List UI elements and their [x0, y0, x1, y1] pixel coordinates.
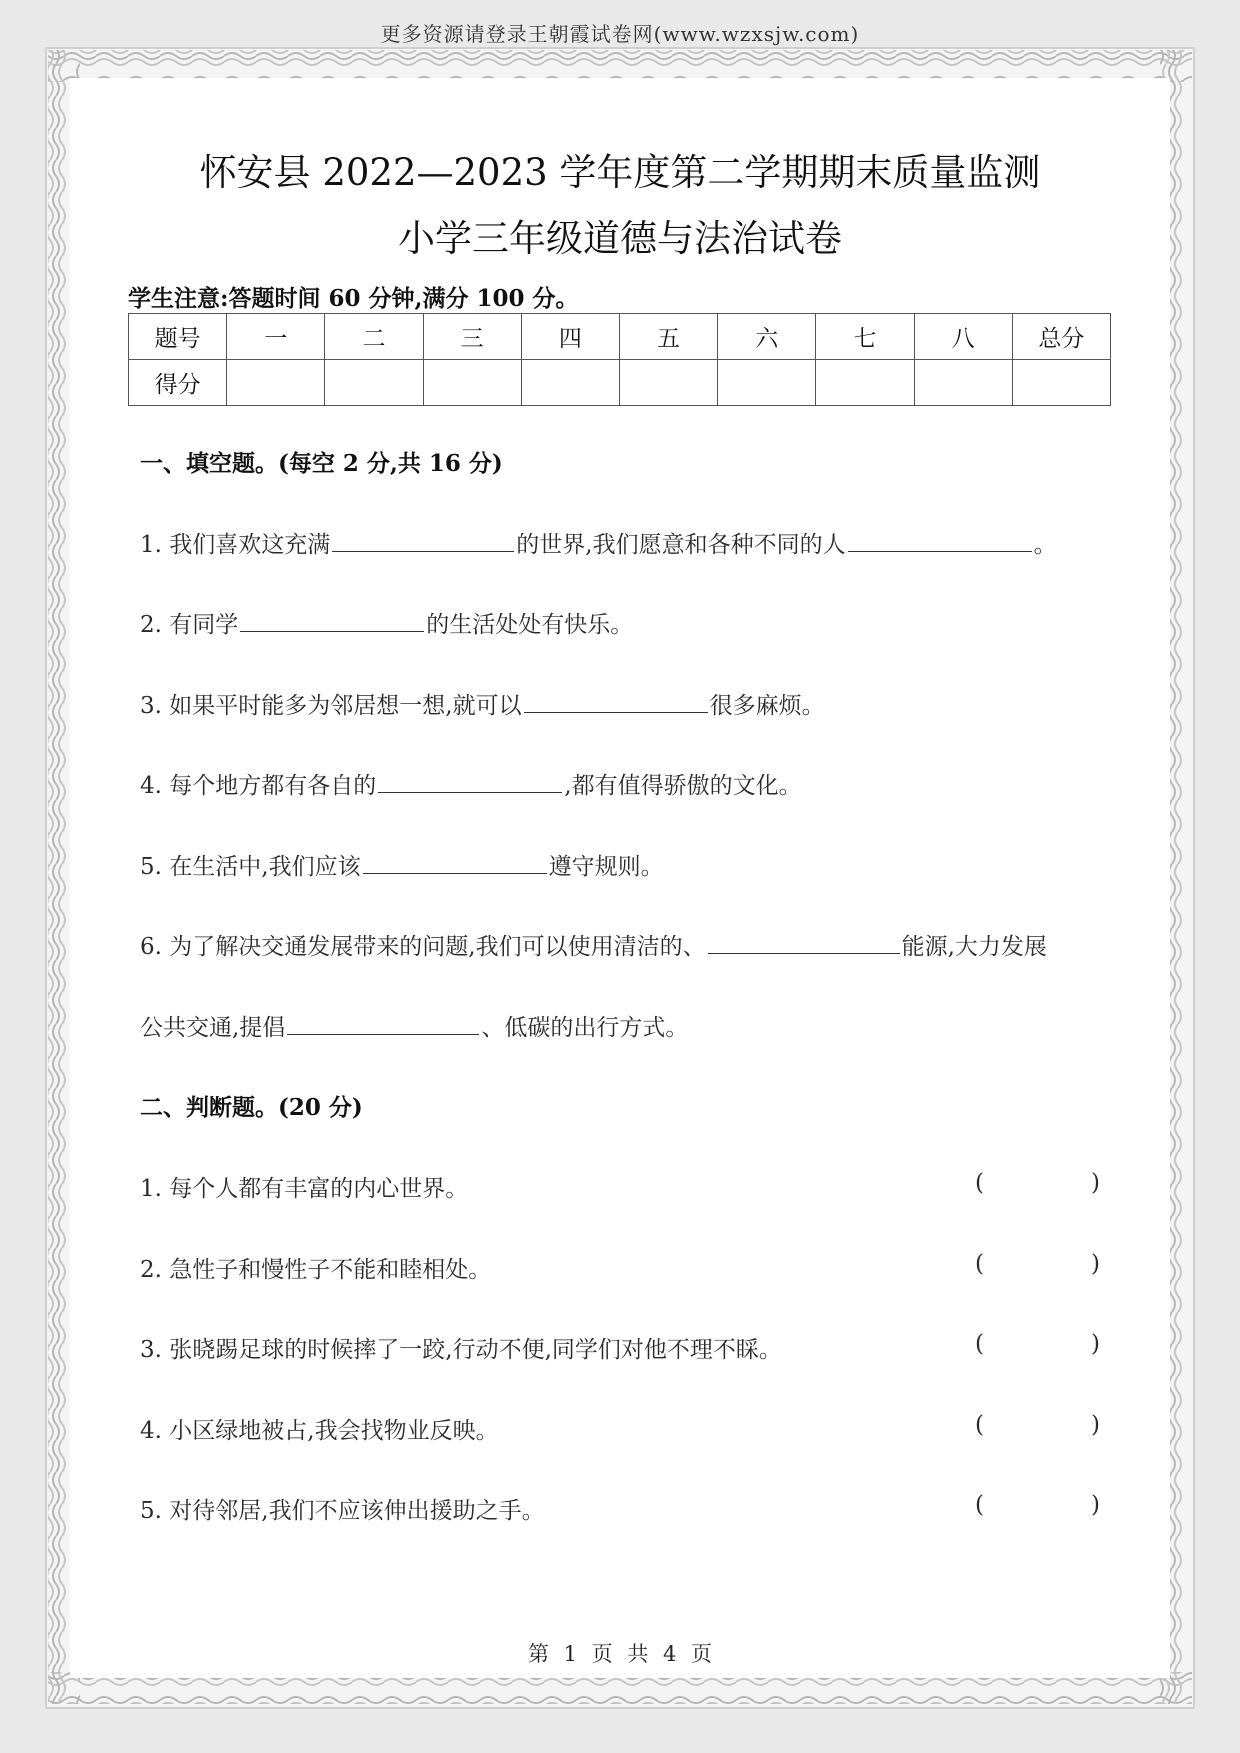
paren-close: ): [1091, 1331, 1100, 1357]
exam-subtitle: 小学三年级道德与法治试卷: [398, 217, 842, 260]
header-cell: 六: [718, 314, 816, 360]
section-heading-true-false: 二、判断题。(20 分): [140, 1094, 363, 1121]
question-text: 3. 如果平时能多为邻居想一想,就可以: [140, 693, 522, 719]
answer-blank[interactable]: [848, 529, 1032, 552]
question-judge-1: 1. 每个人都有丰富的内心世界。: [140, 1176, 469, 1202]
score-table-header-row: [129, 314, 1111, 360]
header-cell: 题号: [129, 314, 227, 360]
question-text: 2. 有同学: [140, 612, 239, 638]
question-fill-6-cont: [140, 1009, 688, 1042]
score-cell[interactable]: [619, 360, 717, 406]
question-fill-1: [140, 526, 1057, 559]
question-text: 的生活处处有快乐。: [426, 612, 634, 638]
score-table-score-row: [129, 360, 1111, 406]
paren-open: (: [975, 1412, 984, 1438]
score-cell[interactable]: [816, 360, 914, 406]
paren-open: (: [975, 1251, 984, 1277]
answer-blank[interactable]: [708, 931, 900, 954]
score-cell[interactable]: [423, 360, 521, 406]
score-cell[interactable]: [1012, 360, 1110, 406]
paren-close: ): [1091, 1170, 1100, 1196]
header-cell: 一: [227, 314, 325, 360]
score-cell[interactable]: [914, 360, 1012, 406]
paren-close: ): [1091, 1251, 1100, 1277]
question-text: 4. 每个地方都有各自的: [140, 773, 377, 799]
section-heading-fill-blank: 一、填空题。(每空 2 分,共 16 分): [140, 450, 503, 477]
score-cell[interactable]: [325, 360, 423, 406]
score-cell[interactable]: [718, 360, 816, 406]
paren-open: (: [975, 1170, 984, 1196]
question-judge-2: 2. 急性子和慢性子不能和睦相处。: [140, 1257, 492, 1283]
header-cell: 三: [423, 314, 521, 360]
question-fill-3: [140, 687, 825, 720]
header-cell: 八: [914, 314, 1012, 360]
answer-blank[interactable]: [287, 1012, 479, 1035]
header-cell: 总分: [1012, 314, 1110, 360]
question-text: 的世界,我们愿意和各种不同的人: [516, 532, 846, 558]
exam-title: 怀安县 2022—2023 学年度第二学期期末质量监测: [199, 151, 1041, 194]
row-label-cell: 得分: [129, 360, 227, 406]
student-notice: 学生注意:答题时间 60 分钟,满分 100 分。: [128, 285, 579, 312]
answer-blank[interactable]: [524, 690, 708, 713]
answer-blank[interactable]: [378, 770, 562, 793]
question-fill-4: [140, 767, 802, 800]
question-judge-5: 5. 对待邻居,我们不应该伸出援助之手。: [140, 1498, 545, 1524]
score-cell[interactable]: [521, 360, 619, 406]
answer-blank[interactable]: [332, 529, 514, 552]
paren-open: (: [975, 1492, 984, 1518]
question-text: 、低碳的出行方式。: [481, 1015, 689, 1041]
page-number-footer: 第 1 页 共 4 页: [527, 1642, 713, 1666]
question-fill-2: [140, 606, 633, 639]
header-cell: 七: [816, 314, 914, 360]
answer-blank[interactable]: [240, 609, 424, 632]
question-judge-4: 4. 小区绿地被占,我会找物业反映。: [140, 1418, 499, 1444]
question-text: 遵守规则。: [548, 854, 664, 880]
score-cell[interactable]: [227, 360, 325, 406]
question-judge-3: 3. 张晓踢足球的时候摔了一跤,行动不便,同学们对他不理不睬。: [140, 1337, 782, 1363]
watermark-header: 更多资源请登录王朝霞试卷网(www.wzxsjw.com): [380, 22, 860, 46]
score-table: [128, 313, 1111, 406]
question-fill-5: [140, 848, 664, 881]
question-fill-6: [140, 928, 1047, 961]
header-cell: 四: [521, 314, 619, 360]
question-text: 很多麻烦。: [709, 693, 825, 719]
question-text: 1. 我们喜欢这充满: [140, 532, 331, 558]
header-cell: 二: [325, 314, 423, 360]
header-cell: 五: [619, 314, 717, 360]
answer-blank[interactable]: [363, 851, 547, 874]
question-text: 5. 在生活中,我们应该: [140, 854, 361, 880]
question-text: 6. 为了解决交通发展带来的问题,我们可以使用清洁的、: [140, 934, 706, 960]
paren-close: ): [1091, 1412, 1100, 1438]
question-text: 能源,大力发展: [901, 934, 1047, 960]
paren-close: ): [1091, 1492, 1100, 1518]
question-text: ,都有值得骄傲的文化。: [564, 773, 802, 799]
paren-open: (: [975, 1331, 984, 1357]
question-text: 。: [1033, 532, 1057, 558]
question-text: 公共交通,提倡: [140, 1015, 286, 1041]
